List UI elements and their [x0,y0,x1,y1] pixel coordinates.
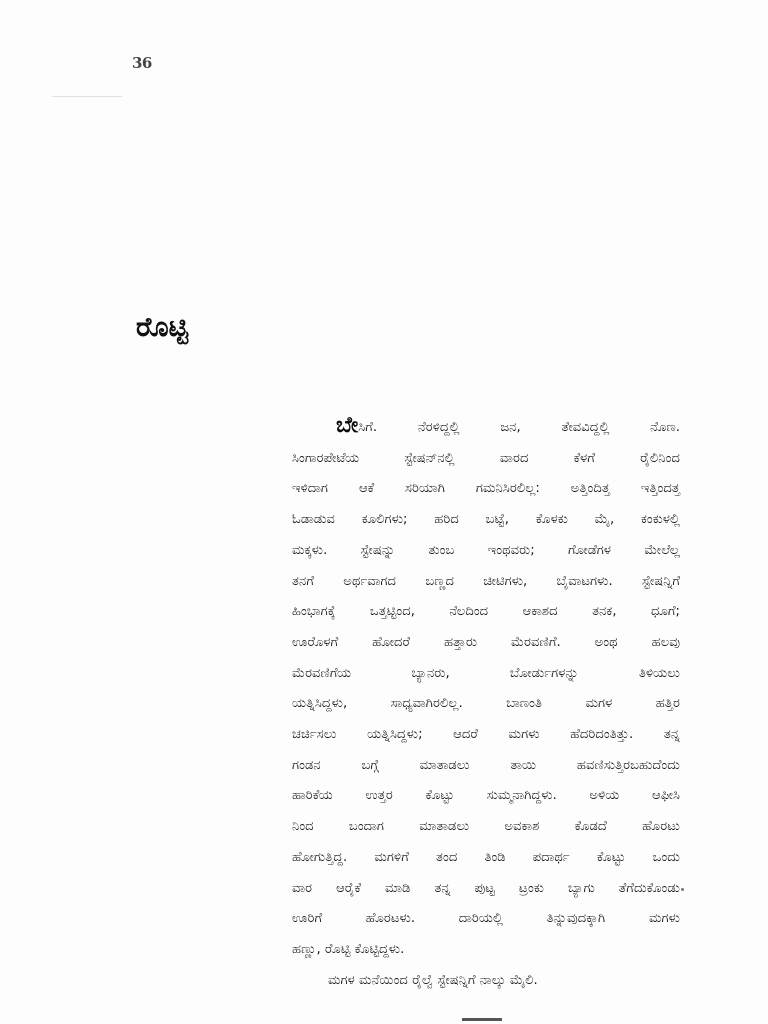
drop-word: ಬೇ [336,413,359,438]
story-line: ಗಂಡನ ಬಗ್ಗೆ ಮಾತಾಡಲು ತಾಯಿ ಹವಣಿಸುತ್ತಿರಬಹುದೆಂದು [292,757,680,773]
story-line: ಓಡಾಡುವ ಕೂಲಿಗಳು; ಹರಿದ ಬಟ್ಟೆ, ಕೊಳಕು ಮೈ, ಕಂಕುಳಲ್ಲಿ [292,512,680,528]
scan-mark [52,96,122,97]
story-body [292,411,680,996]
story-line: ಹೋಗುತ್ತಿದ್ದ. ಮಗಳಿಗೆ ತಂದ ತಿಂಡಿ ಪದಾರ್ಥ ಕೊಟ್ಟು ಒಂದು [292,849,680,865]
story-line: ಹಾರಿಕೆಯ ಉತ್ತರ ಕೊಟ್ಟು ಸುಮ್ಮನಾಗಿದ್ದಳು. ಅಳಿಯ ಆಫೀಸಿ [292,788,680,804]
scan-speck [681,888,684,891]
story-line-text: ಸಿಗೆ. ನೆರಳಿದ್ದಲ್ಲಿ ಜನ, ತೇವವಿದ್ದಲ್ಲಿ ನೊಣ. [358,420,680,435]
story-line: ಹಣ್ಣು, ರೊಟ್ಟಿ ಕೊಟ್ಟಿದ್ದಳು. [292,941,405,957]
story-line: ಊರಿಗೆ ಹೊರಟಳು. ದಾರಿಯಲ್ಲಿ ತಿನ್ನುವುದಕ್ಕಾಗಿ ಮಗಳು [292,911,680,927]
story-line: ಮಕ್ಕಳು. ಸ್ಟೇಷನ್ನು ತುಂಬ ಇಂಥವರು; ಗೋಡೆಗಳ ಮೇಲೆಲ್ಲ [292,542,680,558]
story-line: ಇಳಿದಾಗ ಆಕೆ ಸರಿಯಾಗಿ ಗಮನಿಸಿರಲಿಲ್ಲ: ಅತ್ತಿಂದಿತ್ತ ಇತ್ತಿಂದತ್ತ [292,481,680,497]
bottom-scan-mark [462,1018,502,1021]
story-line: ಚರ್ಚಿಸಲು ಯತ್ನಿಸಿದ್ದಳು; ಆದರೆ ಮಗಳು ಹೆದರಿದಂತಿತ್ತು. ತನ್ನ [292,727,680,743]
story-line: ವಾರ ಆರೈಕೆ ಮಾಡಿ ತನ್ನ ಪುಟ್ಟ ಟ್ರಂಕು ಬ್ಯಾಗು ತೆಗೆದುಕೊಂಡು [292,880,680,896]
story-line: ಸಿಂಗಾರಪೇಟೆಯ ಸ್ಟೇಷನ್‌ನಲ್ಲಿ ವಾರದ ಕೆಳಗೆ ರೈಲಿನಿಂದ [292,450,680,466]
story-line: ಯತ್ನಿಸಿದ್ದಳು, ಸಾಧ್ಯವಾಗಿರಲಿಲ್ಲ. ಬಾಣಂತಿ ಮಗಳ ಹತ್ತಿರ [292,696,680,712]
chapter-title: ರೊಟ್ಟಿ [136,312,189,343]
page-number: 36 [132,54,152,72]
story-line [292,411,680,444]
story-line: ಊರೊಳಗೆ ಹೋದರೆ ಹತ್ತಾರು ಮೆರವಣಿಗೆ. ಅಂಥ ಹಲವು [292,634,680,650]
story-line: ತನಗೆ ಅರ್ಥವಾಗದ ಬಣ್ಣದ ಚೀಟಿಗಳು, ಬೈವಾಟಗಳು. ಸ್ಟೇಷನ್ನಿಗೆ [292,573,680,589]
story-line: ಹಿಂಭಾಗಕ್ಕೆ ಒತ್ತಟ್ಟಿಂದ, ನೆಲದಿಂದ ಆಕಾಶದ ತನಕ, ಧೂಗೆ; [292,604,680,620]
story-line: ಮಗಳ ಮನೆಯಿಂದ ರೈಲ್ವೆ ಸ್ಟೇಷನ್ನಿಗೆ ನಾಲ್ಕು ಮೈಲಿ. [328,972,538,988]
story-line: ನಿಂದ ಬಂದಾಗ ಮಾತಾಡಲು ಅವಕಾಶ ಕೊಡದೆ ಹೊರಟು [292,819,680,835]
story-line: ಮೆರವಣಿಗೆಯ ಬ್ಯಾನರು, ಬೋರ್ಡುಗಳನ್ನು ತಿಳಿಯಲು [292,665,680,681]
